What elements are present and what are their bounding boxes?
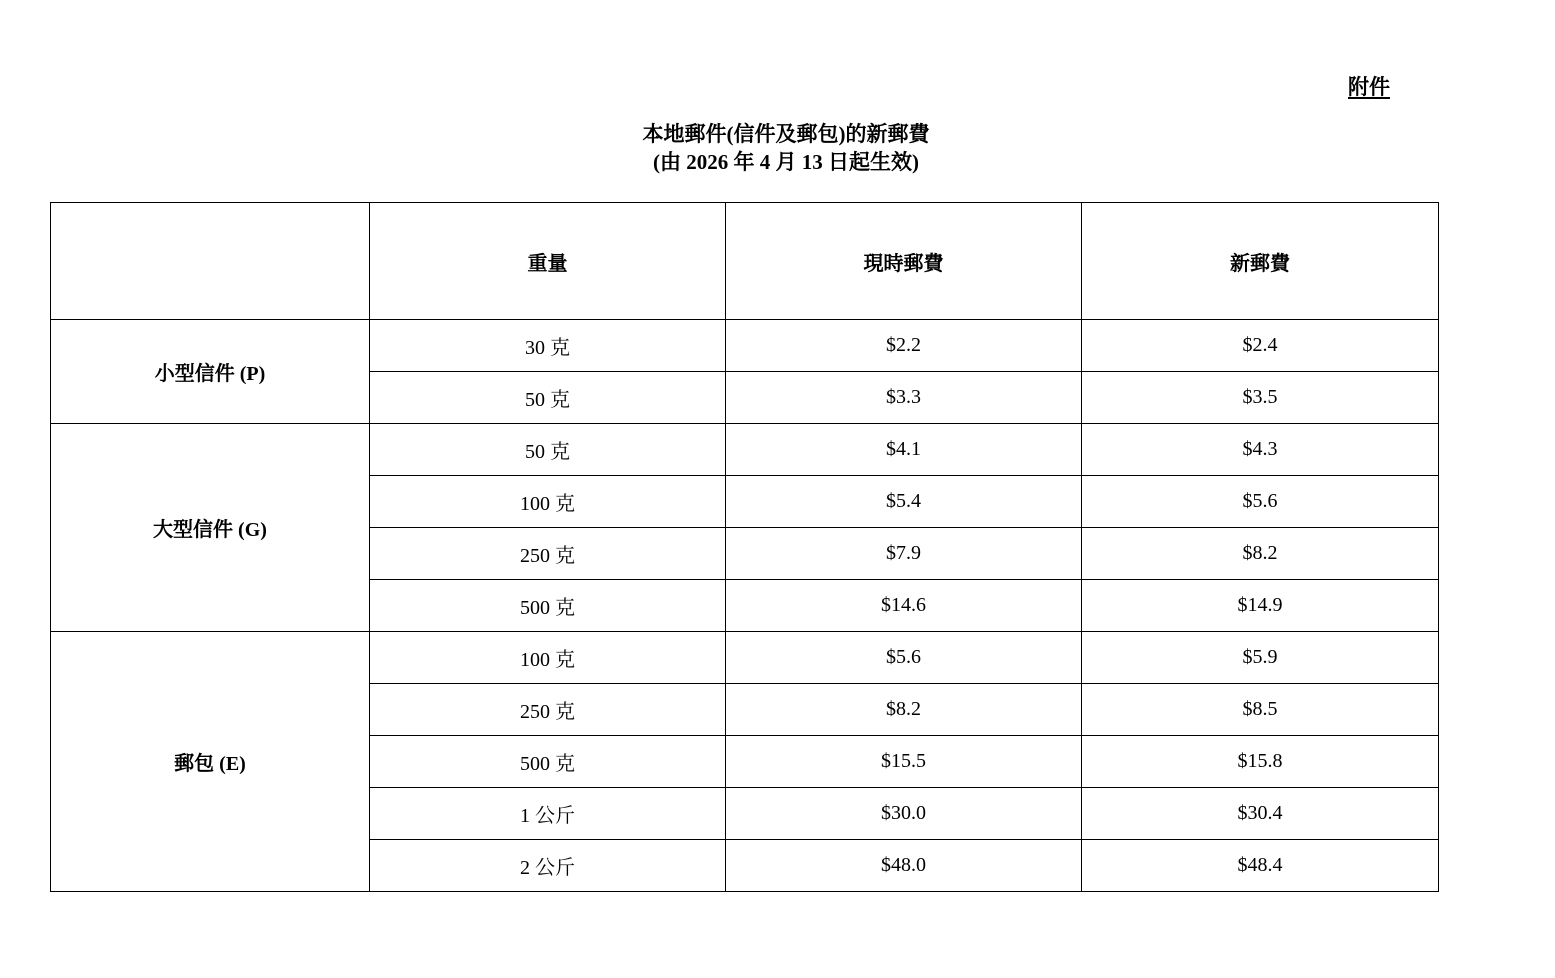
weight-cell: 250 克 xyxy=(370,684,726,736)
weight-cell: 100 克 xyxy=(370,476,726,528)
table-row xyxy=(51,424,1439,476)
category-cell: 小型信件 (P) xyxy=(51,320,370,424)
current-postage-cell: $4.1 xyxy=(726,424,1082,476)
weight-cell: 2 公斤 xyxy=(370,840,726,892)
current-postage-cell: $3.3 xyxy=(726,372,1082,424)
new-postage-cell: $15.8 xyxy=(1082,736,1439,788)
current-postage-cell: $15.5 xyxy=(726,736,1082,788)
header-weight: 重量 xyxy=(370,203,726,320)
category-cell: 郵包 (E) xyxy=(51,632,370,892)
title-line-2: (由 2026 年 4 月 13 日起生效) xyxy=(653,150,919,174)
new-postage-cell: $48.4 xyxy=(1082,840,1439,892)
weight-cell: 30 克 xyxy=(370,320,726,372)
table-row xyxy=(51,320,1439,372)
table-header-row xyxy=(51,203,1439,320)
current-postage-cell: $8.2 xyxy=(726,684,1082,736)
new-postage-cell: $3.5 xyxy=(1082,372,1439,424)
new-postage-cell: $4.3 xyxy=(1082,424,1439,476)
postage-rate-table xyxy=(50,202,1439,892)
weight-cell: 500 克 xyxy=(370,580,726,632)
title-line-1: 本地郵件(信件及郵包)的新郵費 xyxy=(642,122,930,146)
weight-cell: 250 克 xyxy=(370,528,726,580)
current-postage-cell: $5.4 xyxy=(726,476,1082,528)
document-title xyxy=(0,120,1555,176)
table-row xyxy=(51,632,1439,684)
new-postage-cell: $5.6 xyxy=(1082,476,1439,528)
weight-cell: 50 克 xyxy=(370,372,726,424)
new-postage-cell: $14.9 xyxy=(1082,580,1439,632)
weight-cell: 1 公斤 xyxy=(370,788,726,840)
new-postage-cell: $5.9 xyxy=(1082,632,1439,684)
category-cell: 大型信件 (G) xyxy=(51,424,370,632)
header-current-postage: 現時郵費 xyxy=(726,203,1082,320)
current-postage-cell: $48.0 xyxy=(726,840,1082,892)
header-new-postage: 新郵費 xyxy=(1082,203,1439,320)
current-postage-cell: $2.2 xyxy=(726,320,1082,372)
current-postage-cell: $7.9 xyxy=(726,528,1082,580)
current-postage-cell: $5.6 xyxy=(726,632,1082,684)
new-postage-cell: $8.2 xyxy=(1082,528,1439,580)
weight-cell: 100 克 xyxy=(370,632,726,684)
new-postage-cell: $30.4 xyxy=(1082,788,1439,840)
annex-label: 附件 xyxy=(1348,75,1390,99)
new-postage-cell: $8.5 xyxy=(1082,684,1439,736)
new-postage-cell: $2.4 xyxy=(1082,320,1439,372)
weight-cell: 500 克 xyxy=(370,736,726,788)
current-postage-cell: $14.6 xyxy=(726,580,1082,632)
header-category xyxy=(51,203,370,320)
current-postage-cell: $30.0 xyxy=(726,788,1082,840)
weight-cell: 50 克 xyxy=(370,424,726,476)
